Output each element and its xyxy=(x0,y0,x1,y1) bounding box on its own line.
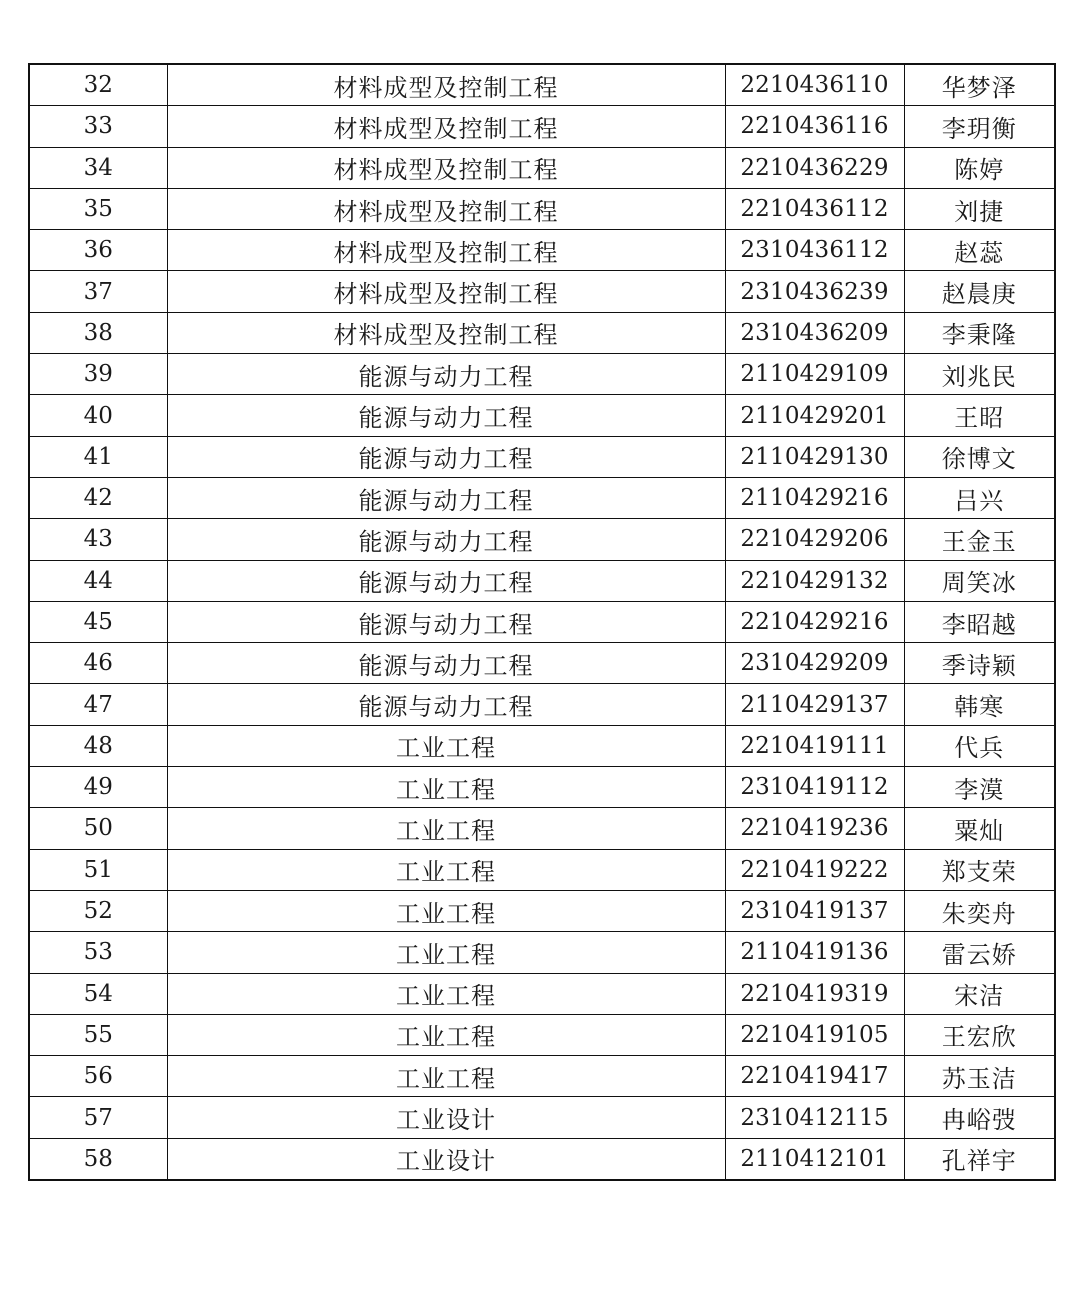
table-row xyxy=(29,1138,1055,1180)
row-number-cell: 46 xyxy=(29,643,167,684)
major-cell: 能源与动力工程 xyxy=(167,684,725,725)
row-number-cell: 36 xyxy=(29,230,167,271)
student-id-cell: 2210436229 xyxy=(725,147,904,188)
row-number-cell: 37 xyxy=(29,271,167,312)
table-row xyxy=(29,808,1055,849)
student-id-cell: 2110429109 xyxy=(725,354,904,395)
table-row xyxy=(29,1056,1055,1097)
row-number-cell: 48 xyxy=(29,725,167,766)
row-number-cell: 53 xyxy=(29,932,167,973)
table-row xyxy=(29,477,1055,518)
table-row xyxy=(29,601,1055,642)
student-name-cell: 陈婷 xyxy=(904,147,1055,188)
major-cell: 材料成型及控制工程 xyxy=(167,312,725,353)
student-id-cell: 2310429209 xyxy=(725,643,904,684)
row-number-cell: 33 xyxy=(29,106,167,147)
student-id-cell: 2210429216 xyxy=(725,601,904,642)
major-cell: 工业工程 xyxy=(167,808,725,849)
student-name-cell: 王金玉 xyxy=(904,519,1055,560)
table-row xyxy=(29,890,1055,931)
row-number-cell: 54 xyxy=(29,973,167,1014)
row-number-cell: 57 xyxy=(29,1097,167,1138)
student-id-cell: 2210419222 xyxy=(725,849,904,890)
student-name-cell: 雷云娇 xyxy=(904,932,1055,973)
student-name-cell: 孔祥宇 xyxy=(904,1138,1055,1180)
table-row xyxy=(29,684,1055,725)
student-name-cell: 朱奕舟 xyxy=(904,890,1055,931)
major-cell: 能源与动力工程 xyxy=(167,643,725,684)
student-name-cell: 王昭 xyxy=(904,395,1055,436)
table-row xyxy=(29,1014,1055,1055)
major-cell: 材料成型及控制工程 xyxy=(167,188,725,229)
table-row xyxy=(29,354,1055,395)
major-cell: 材料成型及控制工程 xyxy=(167,230,725,271)
row-number-cell: 52 xyxy=(29,890,167,931)
student-name-cell: 刘捷 xyxy=(904,188,1055,229)
major-cell: 能源与动力工程 xyxy=(167,519,725,560)
major-cell: 工业设计 xyxy=(167,1138,725,1180)
table-row xyxy=(29,767,1055,808)
student-id-cell: 2110429130 xyxy=(725,436,904,477)
student-id-cell: 2210419417 xyxy=(725,1056,904,1097)
row-number-cell: 32 xyxy=(29,64,167,106)
major-cell: 材料成型及控制工程 xyxy=(167,147,725,188)
student-name-cell: 赵晨庚 xyxy=(904,271,1055,312)
row-number-cell: 39 xyxy=(29,354,167,395)
row-number-cell: 55 xyxy=(29,1014,167,1055)
major-cell: 材料成型及控制工程 xyxy=(167,271,725,312)
student-id-cell: 2210419105 xyxy=(725,1014,904,1055)
student-id-cell: 2110412101 xyxy=(725,1138,904,1180)
student-name-cell: 徐博文 xyxy=(904,436,1055,477)
student-name-cell: 李昭越 xyxy=(904,601,1055,642)
major-cell: 工业工程 xyxy=(167,1014,725,1055)
row-number-cell: 45 xyxy=(29,601,167,642)
row-number-cell: 35 xyxy=(29,188,167,229)
student-name-cell: 周笑冰 xyxy=(904,560,1055,601)
student-id-cell: 2210436116 xyxy=(725,106,904,147)
student-name-cell: 粟灿 xyxy=(904,808,1055,849)
major-cell: 工业工程 xyxy=(167,932,725,973)
student-id-cell: 2310436209 xyxy=(725,312,904,353)
student-name-cell: 郑支荣 xyxy=(904,849,1055,890)
major-cell: 工业工程 xyxy=(167,725,725,766)
student-name-cell: 冉峪弢 xyxy=(904,1097,1055,1138)
major-cell: 能源与动力工程 xyxy=(167,477,725,518)
table-row xyxy=(29,106,1055,147)
student-name-cell: 李秉隆 xyxy=(904,312,1055,353)
table-row xyxy=(29,1097,1055,1138)
row-number-cell: 51 xyxy=(29,849,167,890)
student-id-cell: 2210436110 xyxy=(725,64,904,106)
student-id-cell: 2310412115 xyxy=(725,1097,904,1138)
major-cell: 工业工程 xyxy=(167,890,725,931)
major-cell: 材料成型及控制工程 xyxy=(167,106,725,147)
table-row xyxy=(29,230,1055,271)
table-row xyxy=(29,312,1055,353)
student-id-cell: 2210419319 xyxy=(725,973,904,1014)
row-number-cell: 42 xyxy=(29,477,167,518)
row-number-cell: 47 xyxy=(29,684,167,725)
student-name-cell: 宋洁 xyxy=(904,973,1055,1014)
table-row xyxy=(29,147,1055,188)
student-id-cell: 2210429132 xyxy=(725,560,904,601)
row-number-cell: 38 xyxy=(29,312,167,353)
student-name-cell: 王宏欣 xyxy=(904,1014,1055,1055)
table-row xyxy=(29,560,1055,601)
row-number-cell: 44 xyxy=(29,560,167,601)
student-name-cell: 吕兴 xyxy=(904,477,1055,518)
table-row xyxy=(29,725,1055,766)
student-id-cell: 2310419112 xyxy=(725,767,904,808)
table-row xyxy=(29,849,1055,890)
student-name-cell: 韩寒 xyxy=(904,684,1055,725)
major-cell: 能源与动力工程 xyxy=(167,601,725,642)
row-number-cell: 50 xyxy=(29,808,167,849)
major-cell: 能源与动力工程 xyxy=(167,436,725,477)
student-id-cell: 2310436239 xyxy=(725,271,904,312)
student-id-cell: 2210419111 xyxy=(725,725,904,766)
major-cell: 工业工程 xyxy=(167,849,725,890)
row-number-cell: 40 xyxy=(29,395,167,436)
major-cell: 能源与动力工程 xyxy=(167,560,725,601)
student-id-cell: 2310436112 xyxy=(725,230,904,271)
student-id-cell: 2110429137 xyxy=(725,684,904,725)
student-name-cell: 赵蕊 xyxy=(904,230,1055,271)
major-cell: 能源与动力工程 xyxy=(167,395,725,436)
table-row xyxy=(29,395,1055,436)
table-row xyxy=(29,973,1055,1014)
student-name-cell: 苏玉洁 xyxy=(904,1056,1055,1097)
table-row xyxy=(29,436,1055,477)
student-list-table xyxy=(28,63,1056,1181)
major-cell: 工业工程 xyxy=(167,1056,725,1097)
student-id-cell: 2110419136 xyxy=(725,932,904,973)
major-cell: 工业工程 xyxy=(167,767,725,808)
student-id-cell: 2110429201 xyxy=(725,395,904,436)
table-row xyxy=(29,188,1055,229)
student-name-cell: 华梦泽 xyxy=(904,64,1055,106)
student-id-cell: 2110429216 xyxy=(725,477,904,518)
student-id-cell: 2210429206 xyxy=(725,519,904,560)
table-row xyxy=(29,519,1055,560)
table-row xyxy=(29,932,1055,973)
student-name-cell: 代兵 xyxy=(904,725,1055,766)
student-name-cell: 李漠 xyxy=(904,767,1055,808)
major-cell: 工业设计 xyxy=(167,1097,725,1138)
row-number-cell: 34 xyxy=(29,147,167,188)
table-row xyxy=(29,271,1055,312)
row-number-cell: 43 xyxy=(29,519,167,560)
table-body xyxy=(29,64,1055,1180)
major-cell: 工业工程 xyxy=(167,973,725,1014)
student-id-cell: 2210419236 xyxy=(725,808,904,849)
row-number-cell: 58 xyxy=(29,1138,167,1180)
student-name-cell: 李玥衡 xyxy=(904,106,1055,147)
major-cell: 材料成型及控制工程 xyxy=(167,64,725,106)
student-name-cell: 季诗颖 xyxy=(904,643,1055,684)
table-row xyxy=(29,64,1055,106)
row-number-cell: 56 xyxy=(29,1056,167,1097)
student-name-cell: 刘兆民 xyxy=(904,354,1055,395)
table-row xyxy=(29,643,1055,684)
row-number-cell: 41 xyxy=(29,436,167,477)
row-number-cell: 49 xyxy=(29,767,167,808)
student-id-cell: 2210436112 xyxy=(725,188,904,229)
student-id-cell: 2310419137 xyxy=(725,890,904,931)
major-cell: 能源与动力工程 xyxy=(167,354,725,395)
